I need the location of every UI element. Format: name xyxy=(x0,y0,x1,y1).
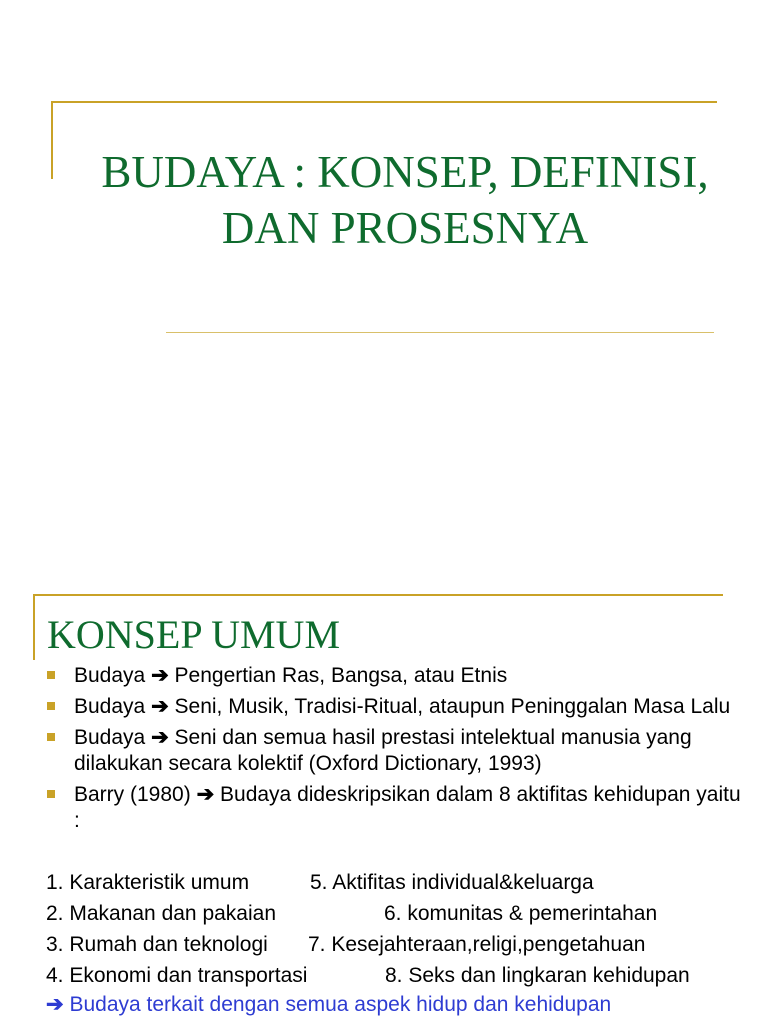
activity-right: 5. Aktifitas individual&keluarga xyxy=(310,871,594,894)
frame-top-rule xyxy=(51,101,717,103)
bullet-list xyxy=(45,663,745,839)
square-bullet-icon xyxy=(47,790,55,798)
bullet-lead: Budaya xyxy=(74,726,146,749)
activity-right: 7. Kesejahteraan,religi,pengetahuan xyxy=(308,933,646,956)
right-arrow-icon: ➔ xyxy=(151,726,169,749)
right-arrow-icon: ➔ xyxy=(196,783,215,806)
bullet-lead: Barry (1980) xyxy=(74,783,191,806)
slide-title xyxy=(40,144,768,256)
conclusion-line xyxy=(46,992,611,1018)
bullet-text: Budaya dideskripsikan dalam 8 aktifitas kehidupan yaitu : xyxy=(74,783,741,832)
activity-left: 4. Ekonomi dan transportasi xyxy=(46,964,308,987)
conclusion-text: Budaya terkait dengan semua aspek hidup dan kehidupan xyxy=(69,993,612,1016)
square-bullet-icon xyxy=(47,671,55,679)
activity-row xyxy=(46,929,766,960)
frame-left-rule xyxy=(33,594,35,660)
bullet-lead: Budaya xyxy=(74,695,146,718)
frame-top-rule xyxy=(33,594,723,596)
right-arrow-icon: ➔ xyxy=(46,993,64,1016)
section-heading: KONSEP UMUM xyxy=(47,612,341,657)
slide-title-line-2: DAN PROSESNYA xyxy=(221,203,589,253)
content-slide xyxy=(0,512,768,1024)
activity-right: 8. Seks dan lingkaran kehidupan xyxy=(385,964,690,987)
activity-right: 6. komunitas & pemerintahan xyxy=(384,902,658,925)
slide-title-line-1: BUDAYA : KONSEP, DEFINISI, xyxy=(101,147,709,197)
bullet-text: Pengertian Ras, Bangsa, atau Etnis xyxy=(174,664,508,687)
right-arrow-icon: ➔ xyxy=(151,664,169,687)
activity-left: 2. Makanan dan pakaian xyxy=(46,902,277,925)
square-bullet-icon xyxy=(47,702,55,710)
activity-row xyxy=(46,960,766,991)
activity-row xyxy=(46,867,766,898)
right-arrow-icon: ➔ xyxy=(151,695,169,718)
bullet-text: Seni dan semua hasil prestasi intelektual manusia yang dilakukan secara kolektif (Oxford Dictionary, 1993) xyxy=(74,726,692,775)
square-bullet-icon xyxy=(47,733,55,741)
activity-left: 1. Karakteristik umum xyxy=(46,871,250,894)
title-underline-rule xyxy=(166,332,714,333)
bullet-lead: Budaya xyxy=(74,664,146,687)
bullet-item xyxy=(45,694,745,720)
bullet-item xyxy=(45,725,745,777)
activity-list xyxy=(46,867,766,991)
activity-row xyxy=(46,898,766,929)
activity-left: 3. Rumah dan teknologi xyxy=(46,933,268,956)
bullet-item xyxy=(45,663,745,689)
bullet-text: Seni, Musik, Tradisi-Ritual, ataupun Peninggalan Masa Lalu xyxy=(174,695,731,718)
bullet-item xyxy=(45,782,745,834)
